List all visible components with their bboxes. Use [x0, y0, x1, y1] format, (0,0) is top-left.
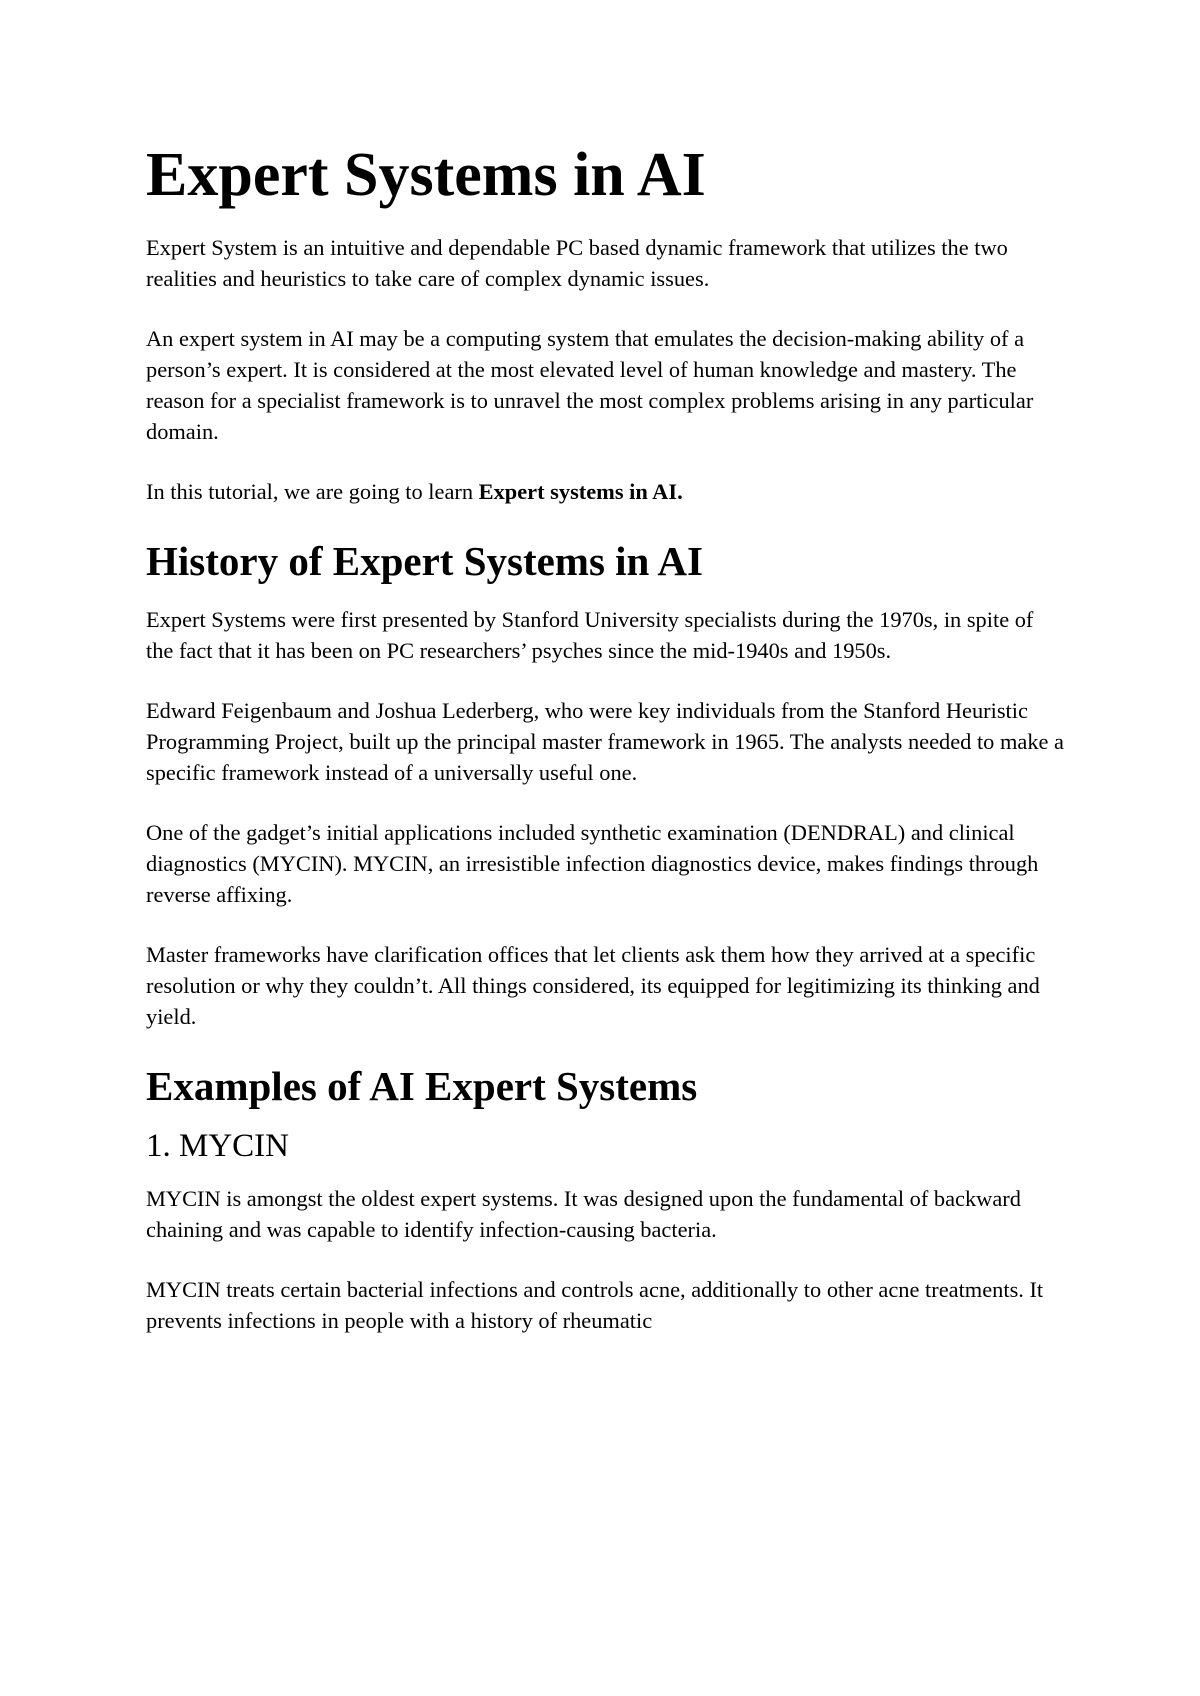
intro-paragraph-1: Expert System is an intuitive and dependable PC based dynamic framework that utilizes the two realities and heuristics to take care of complex dynamic issues. — [146, 235, 1008, 291]
intro-paragraph-3-text: In this tutorial, we are going to learn — [146, 479, 479, 504]
history-paragraph-2: Edward Feigenbaum and Joshua Lederberg, who were key individuals from the Stanford Heuristic Programming Project, built up the principal master framework in 1965. The analysts needed to make a specific framework instead of a universally useful one. — [146, 698, 1064, 785]
intro-paragraph-2: An expert system in AI may be a computing system that emulates the decision-making ability of a person’s expert. It is considered at the most elevated level of human knowledge and mastery. The reason for a specialist framework is to unravel the most complex problems arising in any particular domain. — [146, 326, 1034, 444]
page-title: Expert Systems in AI — [146, 141, 706, 209]
mycin-heading: 1. MYCIN — [146, 1128, 290, 1164]
intro-paragraph-3-bold: Expert systems in AI. — [478, 479, 683, 504]
history-paragraph-4: Master frameworks have clarification offices that let clients ask them how they arrived at a specific resolution or why they couldn’t. All things considered, its equipped for legitimizing its thinking and yield. — [146, 942, 1040, 1029]
examples-heading: Examples of AI Expert Systems — [146, 1063, 698, 1109]
mycin-paragraph-1: MYCIN is amongst the oldest expert systems. It was designed upon the fundamental of backward chaining and was capable to identify infection-causing bacteria. — [146, 1186, 1021, 1242]
document-page — [146, 140, 1066, 1365]
history-paragraph-3: One of the gadget’s initial applications included synthetic examination (DENDRAL) and clinical diagnostics (MYCIN). MYCIN, an irresistible infection diagnostics device, makes findings through reverse affixing. — [146, 820, 1039, 907]
intro-paragraph-3 — [146, 476, 1066, 507]
history-paragraph-1: Expert Systems were first presented by Stanford University specialists during the 1970s, in spite of the fact that it has been on PC researchers’ psyches since the mid-1940s and 1950s. — [146, 607, 1034, 663]
mycin-paragraph-2: MYCIN treats certain bacterial infections and controls acne, additionally to other acne treatments. It prevents infections in people with a history of rheumatic — [146, 1277, 1044, 1333]
history-heading: History of Expert Systems in AI — [146, 538, 703, 584]
